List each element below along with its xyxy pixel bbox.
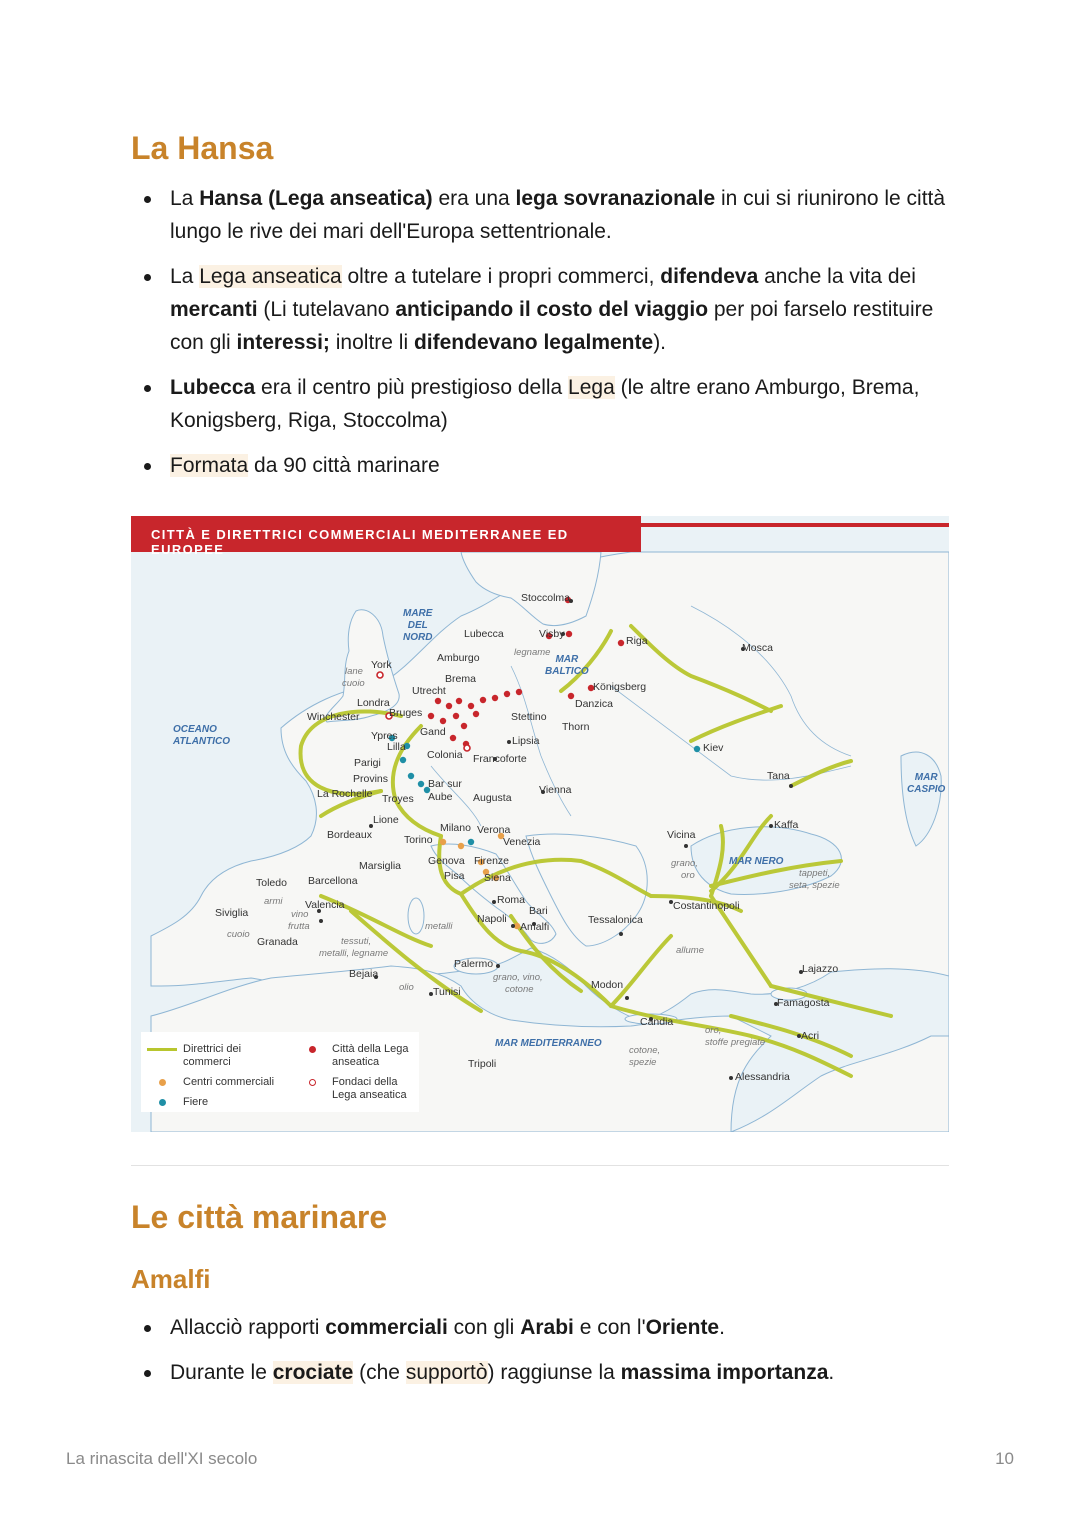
amalfi-bullet-list bbox=[131, 1311, 961, 1401]
city-label: Königsberg bbox=[593, 681, 647, 693]
city-label: Tessalonica bbox=[588, 914, 643, 926]
goods-label: seta, spezie bbox=[789, 880, 840, 891]
city-label: Genova bbox=[428, 855, 465, 867]
city-label: Valencia bbox=[305, 899, 345, 911]
goods-label: stoffe pregiate bbox=[705, 1037, 766, 1048]
sea-label-mediterraneo: MAR MEDITERRANEO bbox=[495, 1038, 602, 1049]
city-label: Vicina bbox=[667, 829, 696, 841]
city-label: Amburgo bbox=[437, 652, 480, 664]
city-label: Pisa bbox=[444, 870, 465, 882]
goods-label: oro bbox=[681, 870, 695, 881]
city-label: Thorn bbox=[562, 721, 590, 733]
section-title-hansa: La Hansa bbox=[131, 130, 274, 166]
city-label: York bbox=[371, 659, 392, 671]
city-label: Mosca bbox=[742, 642, 773, 654]
footer-title: La rinascita dell'XI secolo bbox=[66, 1449, 258, 1468]
goods-label: vino bbox=[291, 909, 309, 920]
city-label: Tana bbox=[767, 770, 790, 782]
page-number: 10 bbox=[995, 1449, 1014, 1468]
goods-label: olio bbox=[399, 982, 414, 993]
amalfi-bullet: Allacciò rapporti commerciali con gli Arabi e con l'Oriente. bbox=[131, 1311, 961, 1344]
city-label: Troyes bbox=[382, 793, 414, 805]
city-label: Lipsia bbox=[512, 735, 540, 747]
city-label: Lilla bbox=[387, 741, 406, 753]
city-label: Granada bbox=[257, 936, 298, 948]
city-label: Napoli bbox=[477, 913, 507, 925]
land-sardinia bbox=[408, 898, 424, 934]
city-label: Siena bbox=[484, 872, 511, 884]
sea-label-caspio: MAR CASPIO bbox=[907, 772, 946, 795]
city-label: Torino bbox=[404, 834, 433, 846]
section-divider bbox=[131, 1165, 949, 1166]
city-label: Siviglia bbox=[215, 907, 249, 919]
city-label: Bordeaux bbox=[327, 829, 372, 841]
goods-label: armi bbox=[264, 896, 283, 907]
city-label: Kiev bbox=[703, 742, 724, 754]
legend-fondaco-dot bbox=[309, 1079, 316, 1086]
hansa-bullet: Lubecca era il centro più prestigioso della Lega (le altre erano Amburgo, Brema, Konigsberg, Riga, Stoccolma) bbox=[131, 371, 961, 437]
city-label: Stoccolma bbox=[521, 592, 571, 604]
city-label: Riga bbox=[626, 635, 648, 647]
section-title-marinare: Le città marinare bbox=[131, 1199, 388, 1235]
map-banner-rule bbox=[641, 523, 949, 527]
city-label: Roma bbox=[497, 894, 526, 906]
city-label: Ypres bbox=[371, 730, 398, 742]
city-label: Alessandria bbox=[735, 1071, 790, 1083]
city-label: Brema bbox=[445, 673, 476, 685]
city-label: Verona bbox=[477, 824, 511, 836]
legend-hansa-cities-label: Città della Lega anseatica bbox=[332, 1043, 409, 1068]
sea-label-oceano: OCEANO ATLANTICO bbox=[173, 724, 231, 747]
goods-label: metalli, legname bbox=[319, 948, 389, 959]
city-label: Danzica bbox=[575, 698, 613, 710]
goods-label: oro, bbox=[705, 1025, 722, 1036]
city-label: Parigi bbox=[354, 757, 381, 769]
sea-label-baltico: MAR BALTICO bbox=[545, 654, 589, 677]
goods-label: tessuti, bbox=[341, 936, 372, 947]
goods-label: metalli bbox=[425, 921, 453, 932]
legend-fondaci-label: Fondaci della Lega anseatica bbox=[332, 1076, 407, 1101]
city-label: Utrecht bbox=[412, 685, 446, 697]
sea-label-nero: MAR NERO bbox=[729, 856, 784, 867]
city-label: Bari bbox=[529, 905, 548, 917]
city-label: Kaffa bbox=[774, 819, 799, 831]
goods-label: cotone bbox=[505, 984, 534, 995]
city-label: Lione bbox=[373, 814, 399, 826]
city-label: Amalfi bbox=[520, 921, 550, 933]
city-label: Bruges bbox=[389, 707, 423, 719]
goods-label: cuoio bbox=[227, 929, 250, 940]
legend-center-dot bbox=[159, 1079, 166, 1086]
city-label: Londra bbox=[357, 697, 390, 709]
hansa-bullet: La Hansa (Lega anseatica) era una lega sovranazionale in cui si riunirono le città lungo le rive dei mari dell'Europa settentrionale. bbox=[131, 182, 961, 248]
city-label: Colonia bbox=[427, 749, 463, 761]
city-label: Barcellona bbox=[308, 875, 358, 887]
city-label: Visby bbox=[539, 628, 565, 640]
city-label: Winchester bbox=[307, 711, 360, 723]
goods-label: grano, bbox=[671, 858, 698, 869]
map-banner: CITTÀ E DIRETTRICI COMMERCIALI MEDITERRANEE ED EUROPEE bbox=[131, 516, 641, 552]
city-label: Augusta bbox=[473, 792, 512, 804]
city-label: Lubecca bbox=[464, 628, 504, 640]
goods-label: spezie bbox=[629, 1057, 657, 1068]
city-label: Provins bbox=[353, 773, 389, 785]
city-label: Venezia bbox=[503, 836, 541, 848]
city-label: Costantinopoli bbox=[673, 900, 740, 912]
legend-hansa-city-dot bbox=[309, 1046, 316, 1053]
city-label: Firenze bbox=[474, 855, 510, 867]
goods-label: tappeti, bbox=[799, 868, 831, 879]
city-label: Lajazzo bbox=[802, 963, 839, 975]
city-label: Francoforte bbox=[473, 753, 527, 765]
legend-fair-dot bbox=[159, 1099, 166, 1106]
city-label: Marsiglia bbox=[359, 860, 402, 872]
legend-centers-label: Centri commerciali bbox=[183, 1076, 275, 1088]
city-label: Famagosta bbox=[777, 997, 830, 1009]
legend-route-swatch bbox=[147, 1048, 177, 1051]
hansa-bullet: Formata da 90 città marinare bbox=[131, 449, 961, 482]
trade-routes-map bbox=[131, 516, 949, 1132]
goods-label: grano, vino, bbox=[493, 972, 543, 983]
city-label: Gand bbox=[420, 726, 446, 738]
goods-label: lane bbox=[345, 666, 363, 677]
hansa-bullet-list bbox=[131, 182, 961, 494]
city-label: Milano bbox=[440, 822, 471, 834]
goods-label: allume bbox=[676, 945, 704, 956]
amalfi-bullet: Durante le crociate (che supportò) raggiunse la massima importanza. bbox=[131, 1356, 961, 1389]
city-label: Vienna bbox=[539, 784, 572, 796]
sea-label-nord: MARE DEL NORD bbox=[403, 608, 433, 643]
city-label: Palermo bbox=[454, 958, 494, 970]
city-label: Tripoli bbox=[468, 1058, 497, 1070]
city-label: Tunisi bbox=[433, 986, 461, 998]
city-label: Bar sur Aube bbox=[428, 778, 462, 803]
city-label: La Rochelle bbox=[317, 788, 373, 800]
city-label: Modon bbox=[591, 979, 624, 991]
goods-label: cotone, bbox=[629, 1045, 661, 1056]
hansa-bullet: La Lega anseatica oltre a tutelare i propri commerci, difendeva anche la vita dei mercanti (Li tutelavano anticipando il costo del viaggio per poi farselo restituire con gli interessi; inoltre li difendevano legalmente). bbox=[131, 260, 961, 359]
goods-label: legname bbox=[514, 647, 551, 658]
goods-label: frutta bbox=[288, 921, 310, 932]
legend-routes-label: Direttrici dei commerci bbox=[183, 1043, 242, 1068]
city-label: Candia bbox=[640, 1016, 674, 1028]
city-label: Stettino bbox=[511, 711, 547, 723]
city-label: Acri bbox=[801, 1030, 820, 1042]
goods-label: cuoio bbox=[342, 678, 365, 689]
map-legend bbox=[141, 1032, 419, 1112]
legend-fairs-label: Fiere bbox=[183, 1096, 209, 1108]
subsection-title-amalfi: Amalfi bbox=[131, 1264, 211, 1294]
city-label: Bejaia bbox=[349, 968, 379, 980]
city-label: Toledo bbox=[256, 877, 287, 889]
